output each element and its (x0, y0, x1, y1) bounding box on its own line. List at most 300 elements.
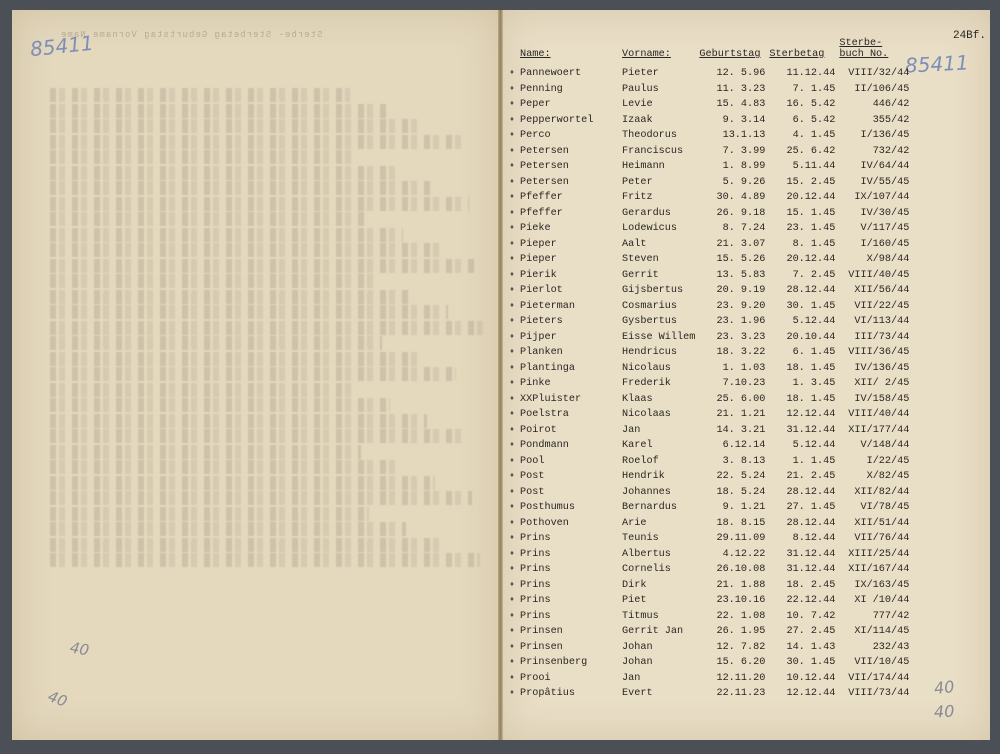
register-book-cell: V/117/45 (860, 223, 910, 234)
table-row (506, 97, 911, 113)
table-row (506, 593, 911, 609)
surname-cell: Petersen (520, 145, 569, 157)
birth-date-cell: 23. 1.96 (716, 316, 766, 327)
row-marker: ♦ (509, 518, 515, 527)
death-date-cell: 21. 2.45 (786, 471, 836, 482)
surname-cell: Pinke (520, 378, 551, 389)
table-row (506, 624, 911, 640)
first-name-cell: Karel (622, 440, 653, 451)
row-marker: ♦ (509, 410, 515, 418)
first-name-cell: Johannes (622, 486, 671, 498)
surname-cell: Pfeffer (520, 192, 563, 203)
death-date-cell: 15. 2.45 (786, 176, 836, 188)
bleedthrough-line (50, 460, 398, 474)
row-marker: ♦ (509, 549, 515, 558)
first-name-cell: Paulus (622, 83, 659, 95)
birth-date-cell: 13.1.13 (722, 130, 766, 141)
row-marker: ♦ (509, 472, 515, 480)
surname-cell: Pool (520, 455, 545, 467)
table-row (506, 407, 911, 423)
register-book-cell: VII/174/44 (848, 672, 910, 684)
table-row (506, 516, 911, 532)
left-bottom-note-2: 40 (45, 687, 70, 711)
row-marker: ♦ (509, 208, 515, 217)
table-row (506, 423, 911, 439)
row-marker: ♦ (509, 673, 515, 682)
register-book-cell: IV/136/45 (854, 362, 910, 374)
register-book-cell: VII/76/44 (854, 533, 910, 544)
register-book-cell: I/22/45 (866, 455, 910, 467)
register-book-header: Sterbe- buch No. (839, 38, 889, 60)
first-name-cell: Steven (622, 254, 659, 265)
surname-cell: Penning (520, 83, 563, 95)
birth-date-cell: 12. 7.82 (716, 641, 766, 653)
table-row (506, 144, 911, 160)
birth-date-cell: 21. 1.21 (716, 409, 766, 420)
surname-cell: Petersen (520, 176, 569, 188)
register-book-cell: VI/78/45 (860, 502, 910, 513)
register-book-cell: XIII/25/44 (848, 548, 910, 560)
row-marker: ♦ (509, 627, 515, 635)
birth-date-cell: 26. 1.95 (716, 626, 766, 637)
birth-date-cell: 23. 3.23 (716, 331, 766, 343)
surname-cell: Prins (520, 579, 551, 591)
row-marker: ♦ (509, 84, 515, 93)
register-book-cell: XII/177/44 (848, 424, 910, 436)
table-row (506, 655, 911, 671)
first-name-cell: Eisse Willem (622, 331, 696, 343)
marker-header (506, 34, 518, 66)
register-book-cell: II/106/45 (854, 83, 910, 95)
register-book-cell: 355/42 (872, 114, 910, 126)
first-name-cell: Theodorus (622, 130, 678, 141)
surname-cell: Prins (520, 548, 551, 560)
register-book-cell: X/98/44 (866, 254, 910, 265)
birth-date-cell: 21. 1.88 (716, 579, 766, 591)
birth-date-cell: 4.12.22 (722, 548, 766, 560)
table-row (506, 113, 911, 129)
bleedthrough-line (50, 336, 382, 350)
birth-date-cell: 20. 9.19 (716, 285, 766, 296)
register-book-cell: XII/167/44 (848, 564, 910, 575)
row-marker: ♦ (509, 193, 515, 201)
table-row (506, 469, 911, 485)
surname-cell: Prins (520, 564, 551, 575)
surname-cell: Poelstra (520, 409, 569, 420)
row-marker: ♦ (509, 348, 515, 356)
register-book-cell: 232/43 (872, 641, 910, 653)
death-date-cell: 23. 1.45 (786, 223, 836, 234)
birth-date-cell: 25. 6.00 (716, 393, 766, 405)
row-marker: ♦ (509, 224, 515, 232)
birth-date-cell: 9. 3.14 (722, 114, 766, 126)
table-row (506, 376, 911, 392)
bleedthrough-line (50, 305, 448, 319)
row-marker: ♦ (509, 332, 515, 341)
surname-cell: Pondmann (520, 440, 569, 451)
death-date-cell: 11.12.44 (786, 68, 836, 79)
register-book-cell: III/73/44 (854, 331, 910, 343)
row-marker: ♦ (509, 286, 515, 294)
first-name-cell: Gijsbertus (622, 285, 684, 296)
register-book-cell: VIII/73/44 (848, 688, 910, 699)
surname-cell: Planken (520, 347, 563, 358)
first-name-cell: Gerrit Jan (622, 626, 684, 637)
bleedthrough-line (50, 383, 353, 397)
register-book-cell: XI/114/45 (854, 626, 910, 637)
row-marker: ♦ (509, 379, 515, 387)
bleedthrough-line (50, 197, 469, 211)
right-bottom-note-1: 40 (933, 676, 956, 699)
birth-date-cell: 23. 9.20 (716, 300, 766, 312)
row-marker: ♦ (509, 115, 515, 124)
register-book-cell: VIII/32/44 (848, 68, 910, 79)
first-name-cell: Arie (622, 517, 647, 529)
bleedthrough-line (50, 538, 443, 552)
first-name-cell: Nicolaas (622, 409, 671, 420)
birth-date-cell: 12. 5.96 (716, 68, 766, 79)
birth-date-cell: 22. 5.24 (716, 471, 766, 482)
death-date-cell: 28.12.44 (786, 486, 836, 498)
death-date-cell: 31.12.44 (786, 424, 836, 436)
table-row (506, 609, 911, 625)
right-archive-number: 85411 (904, 50, 970, 78)
bleedthrough-line (50, 522, 406, 536)
death-date-cell: 18. 1.45 (786, 362, 836, 374)
birth-date-cell: 8. 7.24 (722, 223, 766, 234)
table-row (506, 361, 911, 377)
register-book-cell: IX/163/45 (854, 579, 910, 591)
row-marker: ♦ (509, 100, 515, 108)
first-name-cell: Johan (622, 641, 653, 653)
left-archive-number: 85411 (28, 30, 95, 62)
death-date-cell: 15. 1.45 (786, 207, 836, 219)
register-book-cell: VIII/40/44 (848, 409, 910, 420)
death-date-cell: 25. 6.42 (786, 145, 836, 157)
surname-cell: Post (520, 486, 545, 498)
bleedthrough-line (50, 398, 390, 412)
birth-date-header: Geburtstag (699, 49, 761, 60)
surname-cell: Pieke (520, 223, 551, 234)
birth-date-cell: 30. 4.89 (716, 192, 766, 203)
birth-date-cell: 22.11.23 (716, 688, 766, 699)
table-row (506, 299, 911, 315)
first-name-cell: Franciscus (622, 145, 684, 157)
row-marker: ♦ (509, 456, 515, 465)
table-row (506, 578, 911, 594)
first-name-cell: Albertus (622, 548, 671, 560)
surname-cell: Pierik (520, 269, 557, 281)
bleedthrough-line (50, 429, 464, 443)
first-name-cell: Levie (622, 99, 653, 110)
bleedthrough-line (50, 445, 361, 459)
death-date-cell: 6. 1.45 (792, 347, 836, 358)
bleedthrough-line (50, 243, 440, 257)
death-date-cell: 28.12.44 (786, 285, 836, 296)
row-marker: ♦ (509, 255, 515, 263)
death-date-cell: 16. 5.42 (786, 99, 836, 110)
first-name-cell: Johan (622, 657, 653, 668)
register-book-cell: I/136/45 (860, 130, 910, 141)
table-row (506, 562, 911, 578)
first-name-cell: Gysbertus (622, 316, 678, 327)
birth-date-cell: 29.11.09 (716, 533, 766, 544)
birth-date-cell: 18. 3.22 (716, 347, 766, 358)
register-book-cell: XII/82/44 (854, 486, 910, 498)
first-name-cell: Fritz (622, 192, 653, 203)
table-row (506, 128, 911, 144)
surname-cell: Peper (520, 99, 551, 110)
death-date-cell: 7. 2.45 (792, 269, 836, 281)
death-date-cell: 1. 1.45 (792, 455, 836, 467)
table-row (506, 206, 911, 222)
death-date-header: Sterbetag (769, 49, 825, 60)
bleedthrough-line (50, 290, 411, 304)
table-row (506, 531, 911, 547)
register-book-cell: VI/113/44 (854, 316, 910, 327)
death-register-table (506, 34, 911, 702)
surname-cell: Petersen (520, 161, 569, 172)
row-marker: ♦ (509, 611, 515, 620)
row-marker: ♦ (509, 270, 515, 279)
surname-cell: Plantinga (520, 362, 576, 374)
first-name-cell: Jan (622, 424, 641, 436)
row-marker: ♦ (509, 317, 515, 325)
bleedthrough-line (50, 476, 435, 490)
surname-cell: Pannewoert (520, 68, 582, 79)
surname-cell: Prins (520, 610, 551, 622)
left-bottom-note-1: 40 (68, 638, 91, 660)
first-name-header: Vorname: (622, 49, 671, 60)
register-book-cell: I/160/45 (860, 238, 910, 250)
first-name-cell: Izaak (622, 114, 653, 126)
row-marker: ♦ (509, 503, 515, 511)
first-name-cell: Bernardus (622, 502, 678, 513)
register-book-cell: IX/107/44 (854, 192, 910, 203)
register-book-cell: XII/51/44 (854, 517, 910, 529)
register-book-cell: VIII/40/45 (848, 269, 910, 281)
death-date-cell: 18. 1.45 (786, 393, 836, 405)
birth-date-cell: 1. 8.99 (722, 161, 766, 172)
table-row (506, 237, 911, 253)
row-marker: ♦ (509, 534, 515, 542)
death-date-cell: 20.10.44 (786, 331, 836, 343)
folio-number: 24Bf. (952, 30, 986, 42)
first-name-cell: Klaas (622, 393, 653, 405)
table-row (506, 640, 911, 656)
first-name-cell: Gerrit (622, 269, 659, 281)
surname-cell: Perco (520, 130, 551, 141)
surname-cell: XXPluister (520, 393, 582, 405)
death-date-cell: 5.12.44 (792, 316, 836, 327)
surname-cell: Pieters (520, 316, 563, 327)
surname-cell: Posthumus (520, 502, 576, 513)
surname-cell: Post (520, 471, 545, 482)
table-row (506, 454, 911, 470)
surname-cell: Pierlot (520, 285, 563, 296)
register-book-cell: VII/10/45 (854, 657, 910, 668)
table-row (506, 671, 911, 687)
surname-cell: Pothoven (520, 517, 569, 529)
birth-date-cell: 13. 5.83 (716, 269, 766, 281)
row-marker: ♦ (509, 580, 515, 589)
death-date-cell: 20.12.44 (786, 254, 836, 265)
surname-cell: Prins (520, 595, 551, 606)
death-date-cell: 18. 2.45 (786, 579, 836, 591)
death-date-cell: 5.11.44 (792, 161, 836, 172)
table-row (506, 175, 911, 191)
birth-date-cell: 26. 9.18 (716, 207, 766, 219)
bleedthrough-line (50, 181, 432, 195)
death-date-cell: 31.12.44 (786, 564, 836, 575)
bleedthrough-line (50, 507, 369, 521)
row-marker: ♦ (509, 565, 515, 573)
death-date-cell: 12.12.44 (786, 688, 836, 699)
birth-date-cell: 18. 5.24 (716, 486, 766, 498)
bleedthrough-line (50, 367, 456, 381)
table-row (506, 252, 911, 268)
register-book-cell: 732/42 (872, 145, 910, 157)
death-date-cell: 10. 7.42 (786, 610, 836, 622)
row-marker: ♦ (509, 146, 515, 155)
table-row (506, 221, 911, 237)
surname-cell: Prins (520, 533, 551, 544)
register-book-cell: IV/158/45 (854, 393, 910, 405)
first-name-cell: Heimann (622, 161, 665, 172)
surname-cell: Prinsen (520, 626, 563, 637)
birth-date-cell: 15. 4.83 (716, 99, 766, 110)
death-date-cell: 22.12.44 (786, 595, 836, 606)
surname-cell: Poirot (520, 424, 557, 436)
surname-cell: Pieterman (520, 300, 576, 312)
row-marker: ♦ (509, 69, 515, 77)
register-book-cell: IV/64/44 (860, 161, 910, 172)
bleedthrough-line (50, 352, 419, 366)
bleedthrough-line (50, 274, 374, 288)
name-header: Name: (520, 49, 551, 60)
register-book-cell: XII/56/44 (854, 285, 910, 296)
table-row (506, 82, 911, 98)
register-book-cell: VII/22/45 (854, 300, 910, 312)
birth-date-cell: 11. 3.23 (716, 83, 766, 95)
bleedthrough-line (50, 88, 350, 102)
bleedthrough-line (50, 228, 403, 242)
first-name-cell: Roelof (622, 455, 659, 467)
bleedthrough-line (50, 119, 424, 133)
birth-date-cell: 9. 1.21 (722, 502, 766, 513)
death-date-cell: 30. 1.45 (786, 657, 836, 668)
table-body (506, 66, 911, 702)
table-row (506, 314, 911, 330)
death-date-cell: 30. 1.45 (786, 300, 836, 312)
bleedthrough-line (50, 414, 427, 428)
register-book-cell: IV/55/45 (860, 176, 910, 188)
row-marker: ♦ (509, 394, 515, 403)
table-row (506, 345, 911, 361)
birth-date-cell: 14. 3.21 (716, 424, 766, 436)
surname-cell: Prinsen (520, 641, 563, 653)
row-marker: ♦ (509, 441, 515, 449)
death-date-cell: 27. 1.45 (786, 502, 836, 513)
first-name-cell: Hendricus (622, 347, 678, 358)
table-row (506, 268, 911, 284)
surname-cell: Pieper (520, 238, 557, 250)
birth-date-cell: 5. 9.26 (722, 176, 766, 188)
register-book-cell: X/82/45 (866, 471, 910, 482)
first-name-cell: Teunis (622, 533, 659, 544)
death-date-cell: 1. 3.45 (792, 378, 836, 389)
register-book-cell: XI /10/44 (854, 595, 910, 606)
bleedthrough-line (50, 135, 461, 149)
first-name-cell: Piet (622, 595, 647, 606)
death-date-cell: 10.12.44 (786, 672, 836, 684)
surname-cell: Prinsenberg (520, 657, 588, 668)
death-date-cell: 6. 5.42 (792, 114, 836, 126)
right-bottom-note-2: 40 (933, 701, 955, 722)
row-marker: ♦ (509, 162, 515, 170)
register-book-cell: XII/ 2/45 (854, 378, 910, 389)
first-name-cell: Cornelis (622, 564, 671, 575)
row-marker: ♦ (509, 487, 515, 496)
bleedthrough-line (50, 553, 480, 567)
first-name-cell: Hendrik (622, 471, 665, 482)
birth-date-cell: 22. 1.08 (716, 610, 766, 622)
death-date-cell: 20.12.44 (786, 192, 836, 203)
first-name-cell: Lodewicus (622, 223, 678, 234)
birth-date-cell: 6.12.14 (722, 440, 766, 451)
death-date-cell: 8. 1.45 (792, 238, 836, 250)
register-book-cell: IV/30/45 (860, 207, 910, 219)
birth-date-cell: 21. 3.07 (716, 238, 766, 250)
bleedthrough-line (50, 104, 387, 118)
row-marker: ♦ (509, 689, 515, 697)
birth-date-cell: 1. 1.03 (722, 362, 766, 374)
first-name-cell: Aalt (622, 238, 647, 250)
birth-date-cell: 15. 6.20 (716, 657, 766, 668)
birth-date-cell: 26.10.08 (716, 564, 766, 575)
row-marker: ♦ (509, 658, 515, 666)
surname-cell: Prooi (520, 672, 551, 684)
birth-date-cell: 7. 3.99 (722, 145, 766, 157)
row-marker: ♦ (509, 177, 515, 186)
birth-date-cell: 12.11.20 (716, 672, 766, 684)
table-row (506, 686, 911, 702)
register-book-cell: 446/42 (872, 99, 910, 110)
death-date-cell: 28.12.44 (786, 517, 836, 529)
bleedthrough-line (50, 166, 395, 180)
table-row (506, 283, 911, 299)
birth-date-cell: 3. 8.13 (722, 455, 766, 467)
death-date-cell: 5.12.44 (792, 440, 836, 451)
birth-date-cell: 7.10.23 (722, 378, 766, 389)
book-spine-fold (498, 10, 503, 740)
row-marker: ♦ (509, 425, 515, 434)
first-name-cell: Jan (622, 672, 641, 684)
birth-date-cell: 18. 8.15 (716, 517, 766, 529)
table-header-row (506, 34, 911, 66)
first-name-cell: Dirk (622, 579, 647, 591)
table-row (506, 330, 911, 346)
first-name-cell: Gerardus (622, 207, 671, 219)
first-name-cell: Nicolaus (622, 362, 671, 374)
register-book-cell: VIII/36/45 (848, 347, 910, 358)
first-name-cell: Evert (622, 688, 653, 699)
table-row (506, 547, 911, 563)
mirrored-header-bleedthrough: Sterbe- Sterbetag Geburtstag Vorname Name (60, 30, 323, 40)
death-date-cell: 27. 2.45 (786, 626, 836, 637)
bleedthrough-line (50, 150, 358, 164)
death-date-cell: 7. 1.45 (792, 83, 836, 95)
